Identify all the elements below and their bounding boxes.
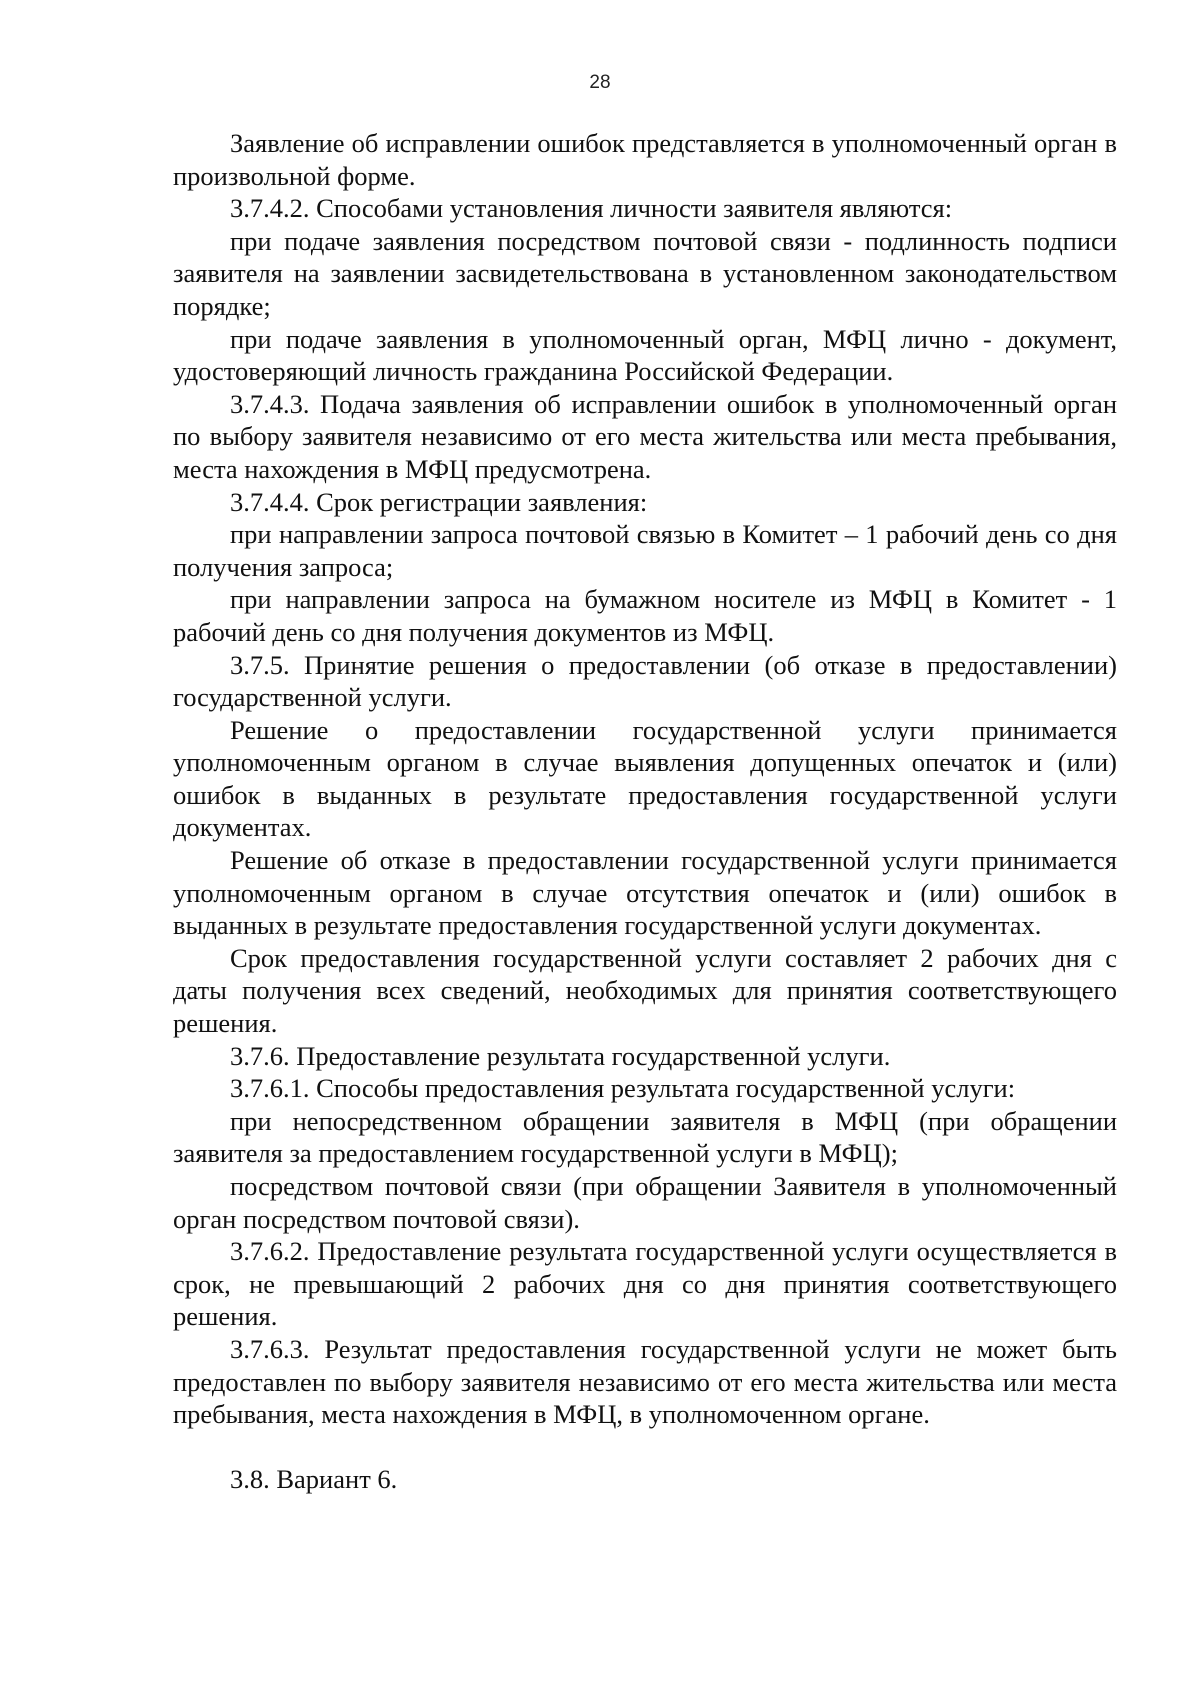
paragraph-3-7-4-2: 3.7.4.2. Способами установления личности заявителя являются: xyxy=(230,193,953,224)
paragraph-3-7-4-4: 3.7.4.4. Срок регистрации заявления: xyxy=(230,486,648,517)
paragraph-in-person-submission: при подаче заявления в уполномоченный орган, МФЦ лично - документ, удостоверяющий личность гражданина Российской Федерации. xyxy=(173,323,1117,387)
paragraph-service-term: Срок предоставления государственной услуги составляет 2 рабочих дня с даты получения всех сведений, необходимых для принятия соответствующего решения. xyxy=(173,942,1117,1039)
page-number: 28 xyxy=(589,72,611,93)
paragraph-direct-mfc-result: при непосредственном обращении заявителя в МФЦ (при обращении заявителя за предоставлением государственной услуги в МФЦ); xyxy=(173,1105,1117,1169)
paragraph-postal-submission: при подаче заявления посредством почтовой связи - подлинность подписи заявителя на заявлении засвидетельствована в установленном законодательством порядке; xyxy=(173,225,1117,321)
section-heading-3-8: 3.8. Вариант 6. xyxy=(230,1463,398,1494)
paragraph-decision-granted: Решение о предоставлении государственной услуги принимается уполномоченным органом в случае выявления допущенных опечаток и (или) ошибок в выданных в результате предоставления государственной услуги документах. xyxy=(173,714,1117,843)
paragraph-3-7-4-3: 3.7.4.3. Подача заявления об исправлении ошибок в уполномоченный орган по выбору заявителя независимо от его места жительства или места пребывания, места нахождения в МФЦ предусмотрена. xyxy=(173,388,1117,484)
paragraph-3-7-6: 3.7.6. Предоставление результата государственной услуги. xyxy=(230,1040,891,1071)
paragraph-3-7-6-1: 3.7.6.1. Способы предоставления результата государственной услуги: xyxy=(230,1073,1016,1104)
paragraph-3-7-6-2: 3.7.6.2. Предоставление результата государственной услуги осуществляется в срок, не превышающий 2 рабочих дня со дня принятия соответствующего решения. xyxy=(173,1236,1117,1332)
paragraph-postal-registration-term: при направлении запроса почтовой связью в Комитет – 1 рабочий день со дня получения запроса; xyxy=(173,519,1117,582)
paragraph-postal-result: посредством почтовой связи (при обращении Заявителя в уполномоченный орган посредством почтовой связи). xyxy=(173,1171,1117,1234)
paragraph-mfc-registration-term: при направлении запроса на бумажном носителе из МФЦ в Комитет - 1 рабочий день со дня получения документов из МФЦ. xyxy=(173,584,1117,647)
paragraph-3-7-5: 3.7.5. Принятие решения о предоставлении (об отказе в предоставлении) государственной услуги. xyxy=(173,649,1117,713)
paragraph-error-correction-form: Заявление об исправлении ошибок представляется в уполномоченный орган в произвольной форме. xyxy=(173,128,1117,191)
paragraph-3-7-6-3: 3.7.6.3. Результат предоставления государственной услуги не может быть предоставлен по выбору заявителя независимо от его места жительства или места пребывания, места нахождения в МФЦ, в уполномоченном органе. xyxy=(173,1333,1117,1430)
paragraph-decision-refused: Решение об отказе в предоставлении государственной услуги принимается уполномоченным органом в случае отсутствия опечаток и (или) ошибок в выданных в результате предоставления государственной услуги документах. xyxy=(173,845,1117,941)
document-body xyxy=(173,127,1117,1495)
